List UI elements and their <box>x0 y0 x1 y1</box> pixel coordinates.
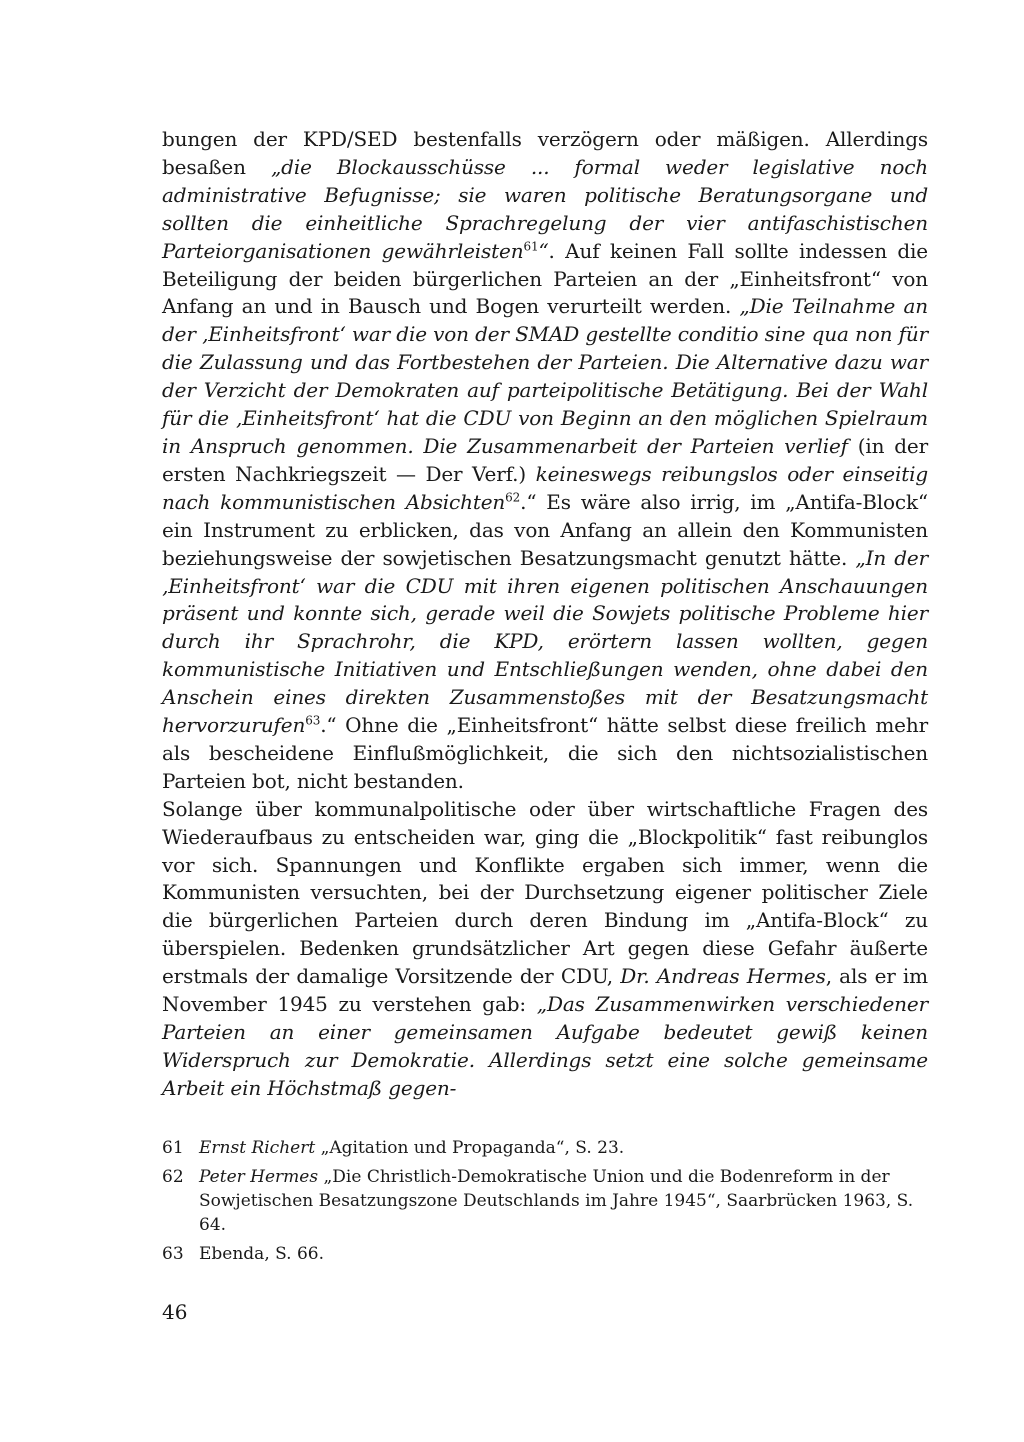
footnote-ref: 63 <box>305 713 321 728</box>
text-run: .“ Ohne die „Einheitsfront“ hätte selbst diese freilich mehr als bescheidene Einflußmöglichkeit, die sich den nichtsozialistischen Parteien bot, nicht bestanden. <box>162 713 928 793</box>
italic-run: „die Blockausschüsse ... formal weder legislative noch administrative Befugnisse; sie waren politische Beratungsorgane und sollten die einheitliche Sprachregelung der vier antifaschistischen Parteiorganisationen gewährleisten <box>162 154 928 263</box>
text-run: .“ Es wäre also irrig, im „Antifa-Block“ ein Instrument zu erblicken, das von Anfang an allein den Kommunisten beziehungsweise der sowjetischen Besatzungsmacht genutzt hätte. <box>162 489 928 570</box>
italic-run: „Das Zusammenwirken verschiedener Parteien an einer gemeinsamen Aufgabe bedeutet gewiß keinen Widerspruch zur Demokratie. Allerdings setzt eine solche gemeinsame Arbeit ein Höchstmaß gegen- <box>162 992 928 1100</box>
footnotes <box>162 1136 928 1271</box>
footnote-text <box>199 1244 324 1264</box>
italic-run: “ <box>538 238 549 263</box>
italic-run: keineswegs reibungslos oder einseitig nach kommunistischen Absichten <box>162 461 928 514</box>
page-body <box>162 126 928 1103</box>
footnote-61 <box>162 1136 928 1160</box>
footnote-ref: 61 <box>523 238 539 253</box>
italic-run: Peter Hermes <box>199 1167 319 1187</box>
footnote-63 <box>162 1242 928 1266</box>
footnote-ref: 62 <box>505 490 521 505</box>
footnote-text <box>199 1138 624 1158</box>
footnote-number: 63 <box>162 1244 184 1264</box>
italic-run: Ernst Richert <box>199 1138 316 1158</box>
body-text <box>162 126 928 1103</box>
page-number: 46 <box>162 1300 188 1324</box>
paragraph-1 <box>162 126 928 796</box>
footnote-number: 62 <box>162 1167 184 1187</box>
text-run: , als er im November 1945 zu verstehen gab: <box>162 964 928 1017</box>
footnote-62 <box>162 1165 928 1237</box>
italic-run: „In der ‚Einheitsfront‘ war die CDU mit ihren eigenen politischen Anschauungen präsent und konnte sich, gerade weil die Sowjets politische Probleme hier durch ihr Sprachrohr, die KPD, erörtern lassen wollten, gegen kommunistische Initiativen und Entschließungen wenden, ohne dabei den Anschein eines direkten Zusammenstoßes mit der Besatzungsmacht hervorzurufen <box>162 545 929 738</box>
text-run: „Die Christlich-Demokratische Union und die Bodenreform in der Sowjetischen Besatzungszone Deutschlands im Jahre 1945“, Saarbrücken 1963, S. 64. <box>199 1167 914 1235</box>
text-run: (in der ersten Nachkriegszeit — Der Verf.) <box>162 433 928 486</box>
paragraph-2 <box>162 796 928 1103</box>
text-run: . Auf keinen Fall sollte indessen die Beteiligung der beiden bürgerlichen Parteien an der „Einheitsfront“ von Anfang an und in Bausch und Bogen verurteilt werden. <box>162 238 928 319</box>
footnote-number: 61 <box>162 1138 184 1158</box>
text-run: Ebenda, S. 66. <box>199 1244 325 1264</box>
text-run: „Agitation und Propaganda“, S. 23. <box>315 1138 625 1158</box>
text-run: Solange über kommunalpolitische oder über wirtschaftliche Fragen des Wiederaufbaus zu entscheiden war, ging die „Blockpolitik“ fast reibunglos vor sich. Spannungen und Konflikte ergaben sich immer, wenn die Kommunisten versuchten, bei der Durchsetzung eigener politischer Ziele die bürgerlichen Parteien durch deren Bindung im „Antifa-Block“ zu überspielen. Bedenken grundsätzlicher Art gegen diese Gefahr äußerte erstmals der damalige Vorsitzende der CDU, <box>162 796 928 989</box>
italic-run: „Die Teilnahme an der ‚Einheitsfront‘ war die von der SMAD gestellte conditio sine qua non für die Zulassung und das Fortbestehen der Parteien. Die Alternative dazu war der Verzicht der Demokraten auf parteipolitische Betätigung. Bei der Wahl für die ‚Einheitsfront‘ hat die CDU von Beginn an den möglichen Spielraum in Anspruch genommen. Die Zusammenarbeit der Parteien verlief <box>162 294 928 458</box>
italic-run: Dr. Andreas Hermes <box>620 964 826 989</box>
footnote-text <box>199 1167 913 1235</box>
text-run: bungen der KPD/SED bestenfalls verzögern oder mäßigen. Allerdings besaßen <box>162 127 928 179</box>
